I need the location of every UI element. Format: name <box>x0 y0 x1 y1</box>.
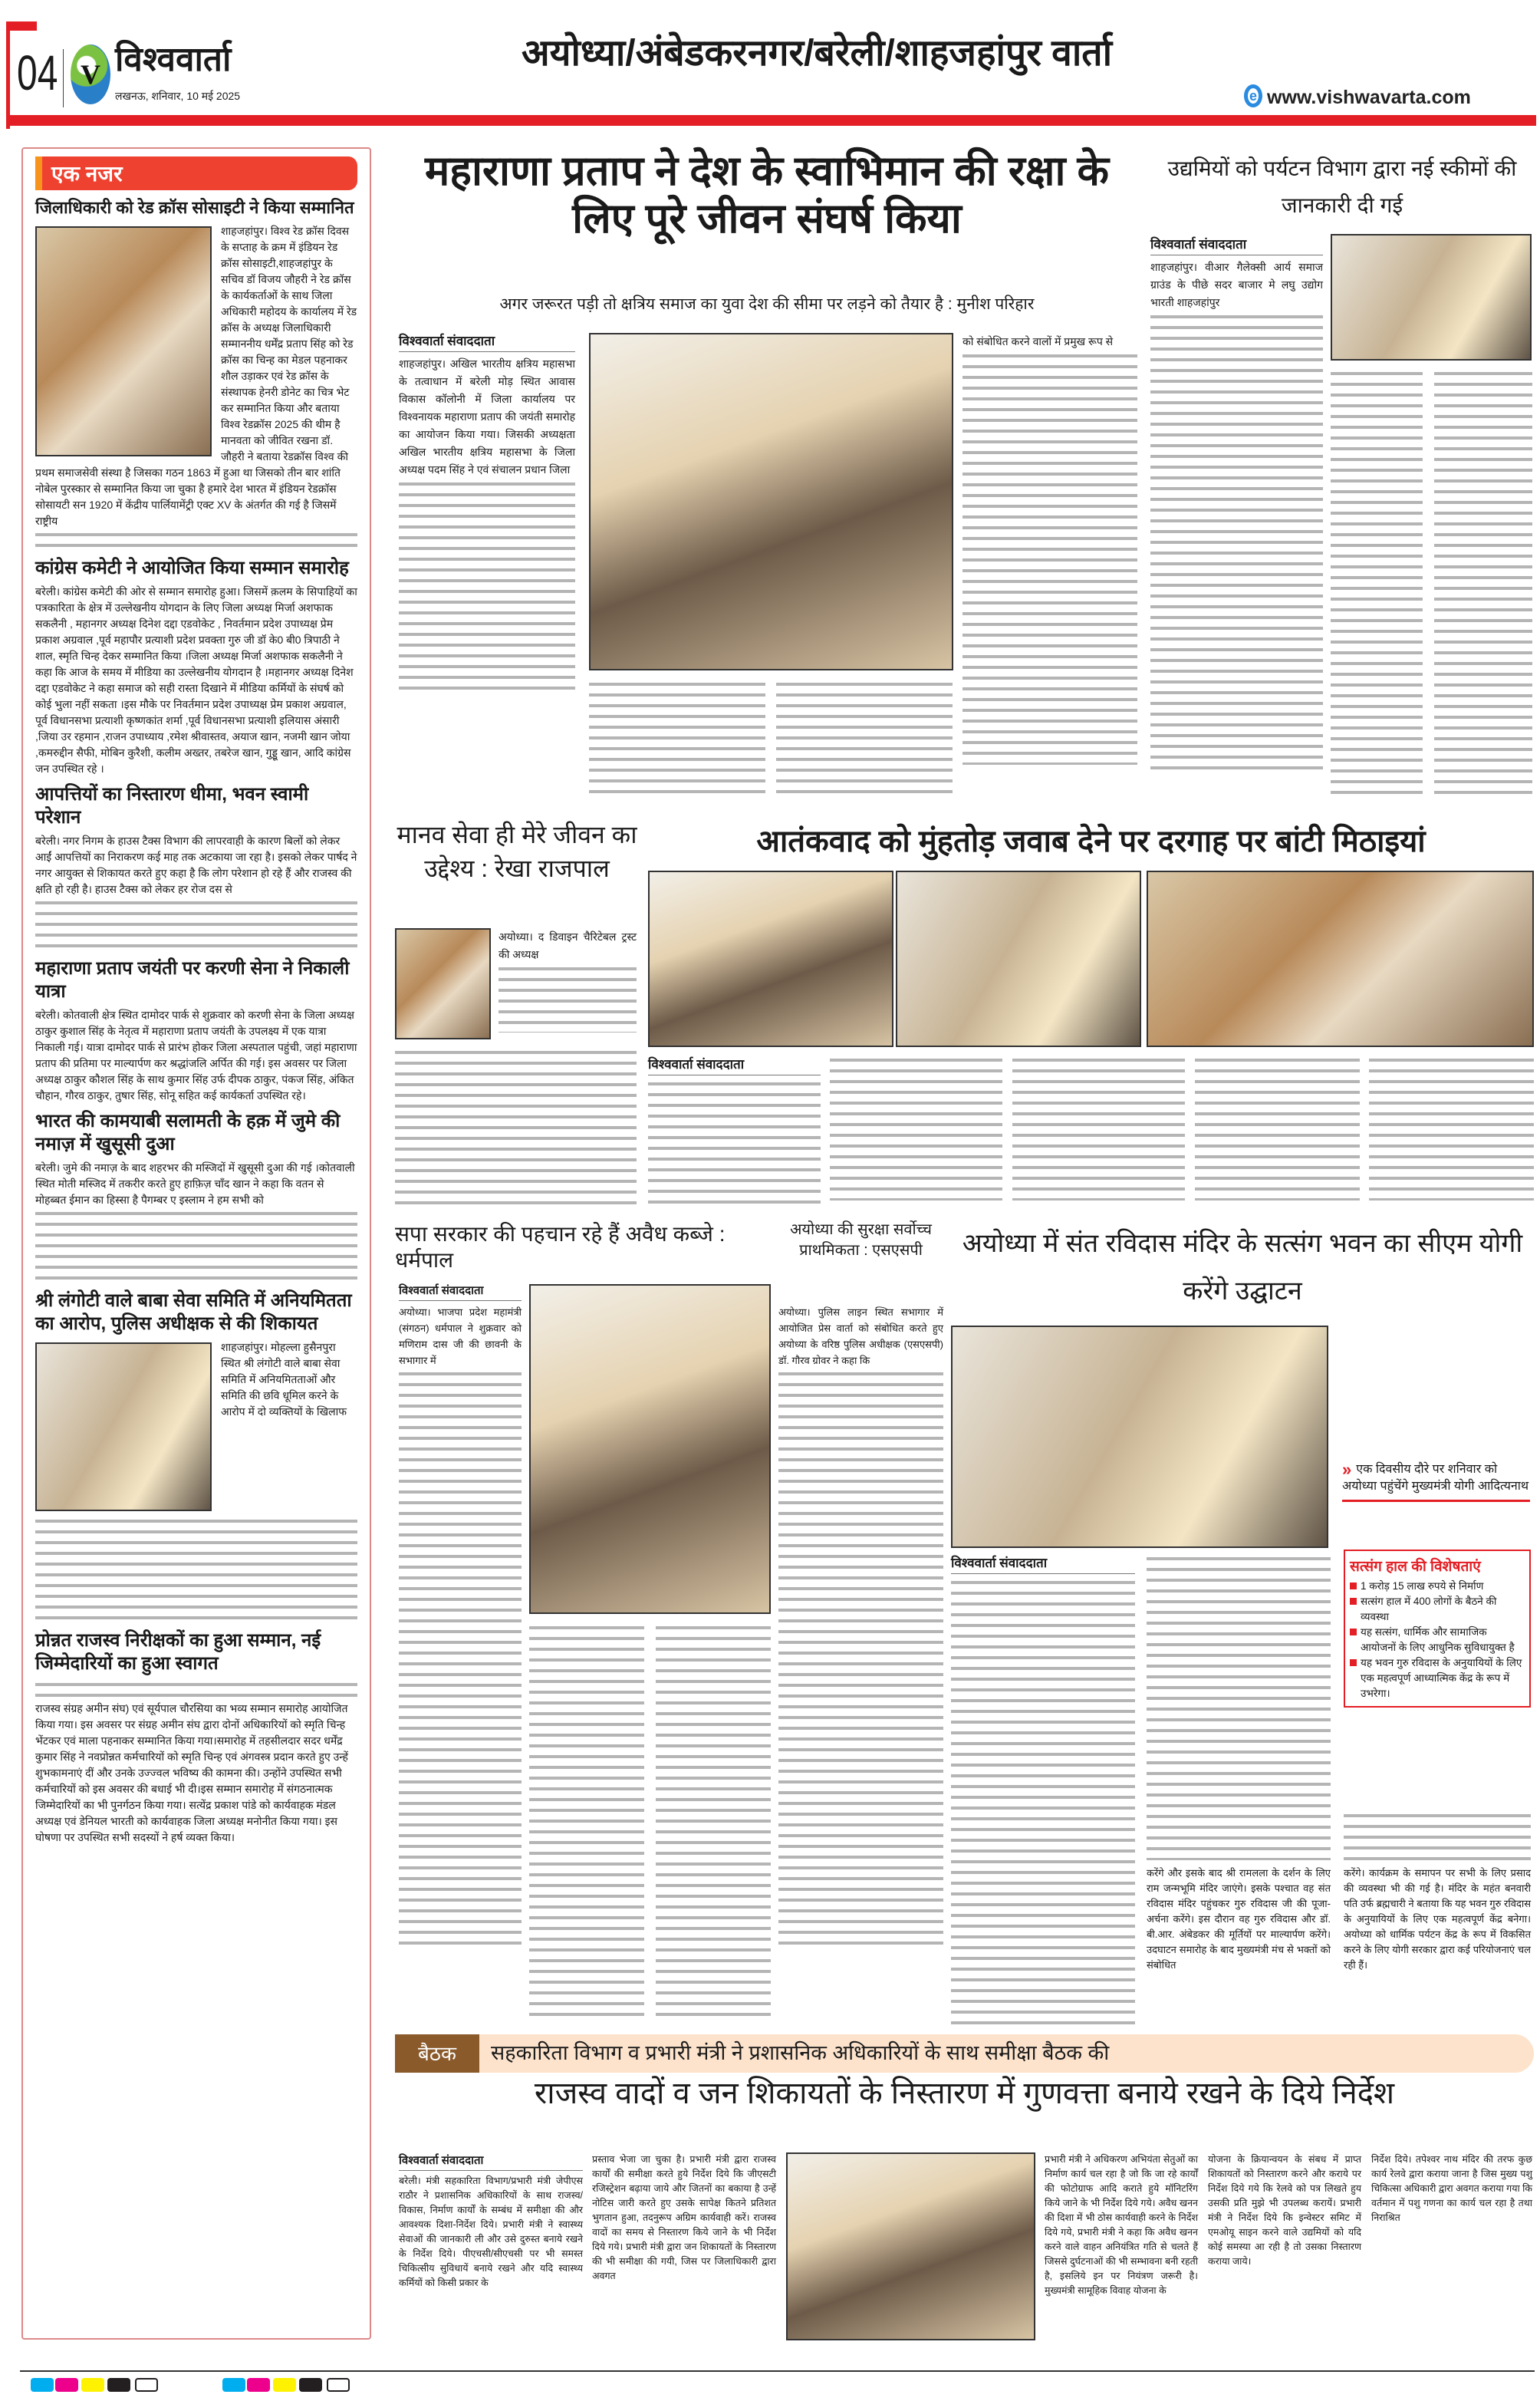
lead-col-3 <box>776 679 953 794</box>
feature-item: 1 करोड़ 15 लाख रुपये से निर्माण <box>1350 1579 1525 1594</box>
lead-subhead: अगर जरूरत पड़ी तो क्षत्रिय समाज का युवा देश की सीमा पर लड़ने को तैयार है : मुनीश परिहार <box>499 295 1035 313</box>
bullet-icon <box>1350 1629 1357 1635</box>
text-block <box>35 529 357 551</box>
bottom-col-2: प्रस्ताव भेजा जा चुका है। प्रभारी मंत्री द्वारा राजस्व कार्यों की समीक्षा करते हुये निर्देश दिये कि जीएसटी रजिस्ट्रेशन बढ़ाया जाये और जितनों का बकाया है उन्हें नोटिस जारी करते हुए उसके सापेक्ष कितने प्रतिशत भुगतान हुआ, तदनुरूप अग्रिम कार्यवाही करें। राजस्व वादों का समय से निस्तारण किये जाने के भी निर्देश दिये गये। प्रभारी मंत्री द्वारा जन शिकायतों के निस्तारण की भी समीक्षा की गयी, जिस पर जिलाधिकारी द्वारा अवगत <box>592 2154 776 2281</box>
footer-rule <box>20 2370 1535 2372</box>
text-block <box>399 479 575 693</box>
dargah-col-4 <box>1195 1055 1360 1200</box>
bottom-col-1 <box>399 2152 583 2291</box>
cyan-swatch <box>222 2378 245 2392</box>
sp-col-3 <box>656 1622 771 2021</box>
dargah-col-5 <box>1369 1055 1534 1200</box>
article-body: बरेली। मंत्री सहकारिता विभाग/प्रभारी मंत्री जेपीएस राठौर ने प्रशासनिक अधिकारियों के साथ राजस्व/विकास, निर्माण कार्यों के सम्बंध में समीक्षा की और आवश्यक दिशा-निर्देश दिये। प्रभारी मंत्री ने स्वास्थ्य सेवाओं की जानकारी ली और उसे दुरुस्त बनाये रखने के निर्देश दिये। पीएचसी/सीएचसी पर भी समस्त चिकित्सीय सुविधायें बनाये रखने और यदि स्वास्थ्य कर्मियों को किसी प्रकार के <box>399 2175 583 2288</box>
byline: विश्ववार्ता संवाददाता <box>399 331 575 352</box>
tourism-col-3 <box>1434 368 1532 794</box>
byline: विश्ववार्ता संवाददाता <box>951 1553 1135 1574</box>
story-tag: बैठक <box>395 2034 479 2073</box>
article-body: अयोध्या। पुलिस लाइन स्थित सभागार में आयोजित प्रेस वार्ता को संबोधित करते हुए अयोध्या के वरिष्ठ पुलिस अधीक्षक (एसएसपी) डॉ. गौरव ग्रोवर ने कहा कि <box>778 1306 943 1366</box>
headline: श्री लंगोटी वाले बाबा सेवा समिति में अनियमितता का आरोप, पुलिस अधीक्षक से की शिकायत <box>35 1290 352 1334</box>
headline: कांग्रेस कमेटी ने आयोजित किया सम्मान समारोह <box>35 558 349 578</box>
cyan-swatch <box>31 2378 54 2392</box>
ravidas-col-3 <box>1344 1810 1531 1861</box>
dargah-photo-2 <box>896 871 1141 1047</box>
text-block <box>399 1368 522 1951</box>
headline: महाराणा प्रताप जयंती पर करणी सेना ने निकाली यात्रा <box>35 958 350 1002</box>
headline: प्रोन्नत राजस्व निरीक्षकों का हुआ सम्मान, नई जिम्मेदारियों का हुआ स्वागत <box>35 1630 321 1674</box>
feature-item: यह भवन गुरु रविदास के अनुयायियों के लिए एक महत्वपूर्ण आध्यात्मिक केंद्र के रूप में उभरेगा। <box>1350 1655 1525 1701</box>
lead-col-2 <box>589 679 765 794</box>
dargah-headline: आतंकवाद को मुंहतोड़ जवाब देने पर दरगाह पर बांटी मिठाइयां <box>756 825 1426 858</box>
header-divider <box>63 49 64 107</box>
lead-col-1 <box>399 331 575 693</box>
text-block <box>648 1079 821 1205</box>
sp-col-1 <box>399 1283 522 1951</box>
security-col <box>778 1304 943 1951</box>
chevron-right-icon: » <box>1342 1460 1352 1479</box>
article-body: अयोध्या। द डिवाइन चैरिटेबल ट्रस्ट की अध्यक्ष <box>499 930 637 960</box>
headline: भारत की कामयाबी सलामती के हक़ में जुमे की नमाज़ में खुसूसी दुआ <box>35 1111 341 1154</box>
tourism-photo <box>1331 234 1532 361</box>
dargah-photo-3 <box>1147 871 1534 1047</box>
headline: आपत्तियों का निस्तारण धीमा, भवन स्वामी परेशान <box>35 784 309 828</box>
feature-item: यह सत्संग, धार्मिक और सामाजिक आयोजनों के लिए आधुनिक सुविधायुक्त है <box>1350 1625 1525 1655</box>
bullet-icon <box>1350 1598 1357 1605</box>
sp-photo <box>529 1284 771 1614</box>
ravidas-photo <box>951 1326 1328 1548</box>
ravidas-col-1 <box>951 1553 1135 2030</box>
dateline: लखनऊ, शनिवार, 10 मई 2025 <box>115 90 241 102</box>
pointer-text: एक दिवसीय दौरे पर शनिवार को अयोध्या पहुंचेंगे मुख्यमंत्री योगी आदित्यनाथ <box>1342 1463 1529 1493</box>
features-title: सत्संग हाल की विशेषताएं <box>1350 1559 1481 1575</box>
register-mark-icon <box>135 2378 158 2392</box>
header-bar <box>6 115 1536 126</box>
website-link[interactable]: www.vishwavarta.com <box>1267 87 1471 108</box>
bottom-photo <box>786 2152 1035 2340</box>
text-block <box>1150 311 1323 772</box>
article-body: शाहजहांपुर। विश्व रेड क्रॉस दिवस के सप्ताह के क्रम में इंडियन रेड क्रॉस सोसाइटी,शाहजहांपुर के सचिव डॉ विजय जौहरी ने रेड क्रॉस के कार्यकर्ताओं के साथ जिला अधिकारी महोदय के कार्यालय में रेड क्रॉस के अध्यक्ष जिलाधिकारी सम्माननीय धर्मेंद्र प्रताप सिंह को रेड क्रॉस का चिन्ह का मेडल पहनाकर शौल उड़ाकर एवं रेड क्रॉस के संस्थापक हेनरी डोनेट का चित्र भेट कर सम्मानित किया और बताया विश्व रेडक्रॉस 2025 की थीम है मानवता को जीवित रखना डॉ. जौहरी ने बताया रेडक्रॉस विश्व की प्रथम समाजसेवी संस्था है जिसका गठन 1863 में हुआ था जिसको तीन बार शांति नोबेल पुरस्कार से सम्मानित किया जा चुका है हमारे देश भारत में इंडियन रेडक्रॉस सोसायटी सन 1920 में केंद्रीय पार्लियामेंट्री एक्ट XV के अंतर्गत की गई है जिसमें राष्ट्रीय <box>35 225 357 527</box>
text-block <box>499 963 637 1033</box>
paper-name: विश्ववार्ता <box>115 41 232 78</box>
bottom-col-3: प्रभारी मंत्री ने अधिकरण अभियंता सेतुओं का निर्माण कार्य चल रहा है जो कि जा रहे कार्यों की फोटोग्राफ आदि कराते हुये मॉनिटरिंग किये जाने के भी निर्देश दिये गये। अवैध खनन की दिशा में भी ठोस कार्यवाही करने के निर्देश दिये गये, प्रभारी मंत्री ने कहा कि अवैध खनन करने वाले वाहन अनियंत्रित गति से चलते हैं जिससे दुर्घटनाओं की भी सम्भावना बनी रहती है, इसलिये इन पर नियंत्रण जरूरी है। मुख्यमंत्री सामूहिक विवाह योजना के <box>1045 2154 1198 2296</box>
logo-icon: V <box>71 44 110 104</box>
text-block <box>951 1577 1135 2030</box>
bullet-icon <box>1350 1583 1357 1589</box>
dargah-col-2 <box>830 1055 1002 1200</box>
text-block <box>35 1679 357 1701</box>
byline: विश्ववार्ता संवाददाता <box>399 2152 583 2171</box>
byline: विश्ववार्ता संवाददाता <box>648 1055 821 1075</box>
black-swatch <box>107 2378 130 2392</box>
ravidas-body-b: करेंगे। कार्यक्रम के समापन पर सभी के लिए प्रसाद की व्यवस्था भी की गई है। मंदिर के महंत बनवारी पति उर्फ ब्रह्मचारी ने बताया कि यह भवन गुरु रविदास के अनुयायियों के लिए एक महत्वपूर्ण केंद्र बनेगा। अयोध्या को धार्मिक पर्यटन केंद्र के रूप में विकसित करने के लिए योगी सरकार द्वारा कई परियोजनाएं चल रही हैं। <box>1344 1867 1531 1971</box>
headline: जिलाधिकारी को रेड क्रॉस सोसाइटी ने किया सम्मानित <box>35 198 354 217</box>
text-block <box>35 1516 357 1623</box>
kicker: सहकारिता विभाग व प्रभारी मंत्री ने प्रशासनिक अधिकारियों के साथ समीक्षा बैठक की <box>491 2041 1110 2064</box>
sp-col-2 <box>529 1622 644 2021</box>
article-body: अयोध्या। भाजपा प्रदेश महामंत्री (संगठन) धर्मपाल ने शुक्रवार को मणिराम दास जी की छावनी के सभागार में <box>399 1306 522 1366</box>
bullet-icon <box>1350 1659 1357 1666</box>
ravidas-col-2 <box>1147 1553 1331 1860</box>
ravidas-pointer <box>1342 1461 1530 1502</box>
article-body: शाहजहांपुर। अखिल भारतीय क्षत्रिय महासभा के तत्वाधान में बरेली मोड़ स्थित आवास विकास कॉलोनी में जिला कार्यालय पर विश्वनायक महाराणा प्रताप की जयंती समारोह का आयोजन किया गया। जिसकी अध्यक्षता अखिल भारतीय क्षत्रिय महासभा के जिला अध्यक्ष पदम सिंह ने एवं संचालन प्रधान जिला <box>399 357 575 476</box>
article-body: बरेली। कोतवाली क्षेत्र स्थित दामोदर पार्क से शुक्रवार को करणी सेना के जिला अध्यक्ष ठाकुर कुशाल सिंह के नेतृत्व में महाराणा प्रताप जयंती के उपलक्ष्य में एक यात्रा निकाली गई। यात्रा दामोदर पार्क से प्रारंभ होकर जिला अस्पताल पहुंची, जहां महाराणा प्रताप की प्रतिमा पर माल्यार्पण कर श्रद्धांजलि अर्पित की गई। इस अवसर पर जिला अध्यक्ष ठाकुर कौशल सिंह के साथ कुमार सिंह उर्फ दीपक ठाकुर, पंकज सिंह, अंकित चौहान, गौरव ठाकुर, तुषार सिंह, सोनू सहित कई कार्यकर्ता उपस्थित रहे। <box>35 1009 357 1102</box>
rekha-photo <box>395 928 491 1039</box>
article-body: राजस्व संग्रह अमीन संघ) एवं सूर्यपाल चौरसिया का भव्य सम्मान समारोह आयोजित किया गया। इस अवसर पर संग्रह अमीन संघ द्वारा दोनों अधिकारियों को स्मृति चिन्ह भेंटकर एवं माला पहनाकर सम्मानित किया गया।समारोह में तहसीलदार सदर धर्मेंद्र कुमार सिंह ने नवप्रोन्नत कर्मचारियों को स्मृति चिन्ह एवं अंगवस्त्र प्रदान करते हुए उन्हें शुभकामनाएं दीं और उनके उज्ज्वल भविष्य की कामना की। उन्होंने उपस्थित सभी कर्मचारियों को इस अवसर की बधाई भी दी।इस सम्मान समारोह में संगठनात्मक जिम्मेदारियों का भी पुनर्गठन किया गया। सत्येंद्र प्रकाश पांडे को कार्यवाहक मंडल अध्यक्ष एवं डेनियल भारती को कार्यवाहक जिला अध्यक्ष मनोनीत किया गया। इस घोषणा पर उपस्थित सभी सदस्यों ने हर्ष व्यक्त किया। <box>35 1702 348 1843</box>
left-column <box>21 147 371 2340</box>
rekha-col <box>499 928 637 1033</box>
article-body: बरेली। कांग्रेस कमेटी की ओर से सम्मान समारोह हुआ। जिसमें क़लम के सिपाहियों का पत्रकारिता के क्षेत्र में उल्लेखनीय योगदान के लिए जिला अध्यक्ष मिर्जा अशफाक सकलैनी , महानगर अध्यक्ष दिनेश दद्दा एडवोकेट , निवर्तमान प्रदेश उपाध्यक्ष प्रेम प्रकाश अग्रवाल ,पूर्व महापौर प्रत्याशी प्रदेश प्रवक्ता गुरु जी डॉ के0 बी0 त्रिपाठी ने शाल, स्मृति चिन्ह देकर सम्मानित किया ।जिला अध्यक्ष मिर्जा अशफाक सकलैनी ने कहा कि आज के समय में मीडिया का उल्लेखनीय योगदान है ।महानगर अध्यक्ष दिनेश दद्दा एडवोकेट ने कहा समाज को सही रास्ता दिखाने में मीडिया कर्मियों के संघर्ष को कोई भुला नहीं सकता ।इस मौके पर निवर्तमान प्रदेश उपाध्यक्ष प्रेम प्रकाश अग्रवाल, पूर्व विधानसभा प्रत्याशी कृष्णकांत शर्मा ,पूर्व विधानसभा प्रत्याशी इलियास अंसारी ,जिया उर रहमान ,राजन उपाध्याय ,रमेश श्रीवास्तव, अयाज खान, नजमी खान जोया ,कमरुद्दीन सैफी, मोबिन कुरैशी, कलीम अख्तर, तबरेज खान, गुड्डू खान, आदि कांग्रेस जन उपस्थित रहे । <box>35 585 357 775</box>
text-block <box>35 1208 357 1283</box>
features-box <box>1344 1550 1531 1708</box>
article-body: शाहजहांपुर। मोहल्ला हुसैनपुरा स्थित श्री लंगोटी वाले बाबा सेवा समिति में अनियमितताओं और समिति की छवि धूमिल करने के आरोप में दो व्यक्तियों के खिलाफ <box>221 1341 347 1418</box>
article-body: को संबोधित करने वालों में प्रमुख रूप से <box>962 335 1114 347</box>
rekha-body <box>395 1047 637 1204</box>
ravidas-body-a: करेंगे और इसके बाद श्री रामलला के दर्शन के लिए राम जन्मभूमि मंदिर जाएंगे। इसके पश्चात वह संत रविदास मंदिर पहुंचकर गुरु रविदास जी की पूजा-अर्चना करेंगे। इस दौरान वह गुरु रविदास और डॉ. बी.आर. अंबेडकर की मूर्तियों पर माल्यार्पण करेंगे। उदघाटन समारोह के बाद मुख्यमंत्री मंच से भक्तों को संबोधित <box>1147 1867 1331 1971</box>
tourism-headline: उद्यमियों को पर्यटन विभाग द्वारा नई स्कीमों की जानकारी दी गई <box>1167 156 1517 217</box>
yellow-swatch <box>273 2378 296 2392</box>
register-mark-icon <box>327 2378 350 2392</box>
article-body: शाहजहांपुर। वीआर गैलेक्सी आर्य समाज ग्राउंड के पीछे सदर बाजार मे लघु उद्योग भारती शाहजहांपुर <box>1150 261 1323 308</box>
tourism-col-1 <box>1150 235 1323 772</box>
article-photo <box>35 1342 212 1511</box>
ravidas-headline: अयोध्या में संत रविदास मंदिर के सत्संग भवन का सीएम योगी करेंगे उद्घाटन <box>962 1229 1523 1306</box>
tourism-col-2 <box>1331 368 1423 794</box>
section-title: अयोध्या/अंबेडकरनगर/बरेली/शाहजहांपुर वार्ता <box>522 33 1113 74</box>
page-number: 04 <box>17 45 58 100</box>
black-swatch <box>299 2378 322 2392</box>
section-label: एक नजर <box>35 156 357 190</box>
sp-headline: सपा सरकार की पहचान रहे हैं अवैध कब्जे : धर्मपाल <box>395 1222 726 1272</box>
article-body: बरेली। जुमे की नमाज़ के बाद शहरभर की मस्जिदों में खुसूसी दुआ की गई ।कोतवाली स्थित मोती मस्जिद में तकरीर करते हुए हाफ़िज़ चाँद खान ने कहा कि वतन से मोहब्बत ईमान का हिस्सा है पैगम्बर ए इस्लाम ने हम सभी को <box>35 1161 355 1206</box>
text-block <box>778 1368 943 1951</box>
bottom-col-4: योजना के क्रियान्वयन के संबध में प्राप्त शिकायतों को निस्तारण करने और कराये पर निर्देश दिये गये कि रेलवे को पत्र लिखते हुय उसकी प्रति मुझे भी उपलब्ध करायें। प्रभारी मंत्री ने निर्देश दिये कि इन्वेस्टर समिट में एमओयू साइन करने वाले उद्यमियों को यदि कोई समस्या आ रही है तो उसका निस्तारण कराया जाये। <box>1208 2154 1361 2267</box>
lead-photo <box>589 333 953 670</box>
globe-icon: e <box>1244 84 1262 107</box>
dargah-col-1 <box>648 1055 821 1205</box>
magenta-swatch <box>247 2378 270 2392</box>
article-body: बरेली। नगर निगम के हाउस टैक्स विभाग की लापरवाही के कारण बिलों को लेकर आईं आपत्तियों का निराकरण कई माह तक अटकाया जा रहा है। इसको लेकर पार्षद ने नगर आयुक्त से शिकायत करते हुए कहा है कि लोग परेशान हो रहे हैं और राजस्व की क्षति हो रही है। हाउस टैक्स को लेकर हर रोज दस से <box>35 835 357 895</box>
lead-headline: महाराणा प्रताप ने देश के स्वाभिमान की रक्षा के लिए पूरे जीवन संघर्ष किया <box>424 148 1109 242</box>
text-block <box>962 351 1137 765</box>
byline: विश्ववार्ता संवाददाता <box>399 1283 522 1301</box>
rekha-headline: मानव सेवा ही मेरे जीवन का उद्देश्य : रेखा राजपाल <box>397 821 637 882</box>
dargah-col-3 <box>1012 1055 1185 1200</box>
bottom-col-5: निर्देश दिये। तपेश्वर नाथ मंदिर की तरफ कुछ कार्य रेलवे द्वारा कराया जाना है जिस मुख्य पशु चिकित्सा अधिकारी द्वारा अवगत कराया गया कि वर्तमान में पशु गणना का कार्य चल रहा है तथा निराश्रित <box>1371 2154 1533 2223</box>
feature-item: सत्संग हाल में 400 लोगों के बैठने की व्यवस्था <box>1350 1594 1525 1625</box>
security-headline: अयोध्या की सुरक्षा सर्वोच्च प्राथमिकता : एसएसपी <box>790 1221 932 1259</box>
lead-col-4 <box>962 333 1137 765</box>
article-photo <box>35 226 212 456</box>
text-block <box>35 897 357 951</box>
byline: विश्ववार्ता संवाददाता <box>1150 235 1323 255</box>
dargah-photo-1 <box>648 871 893 1047</box>
bottom-headline: राजस्व वादों व जन शिकायतों के निस्तारण में गुणवत्ता बनाये रखने के दिये निर्देश <box>534 2077 1395 2110</box>
yellow-swatch <box>81 2378 104 2392</box>
magenta-swatch <box>55 2378 78 2392</box>
